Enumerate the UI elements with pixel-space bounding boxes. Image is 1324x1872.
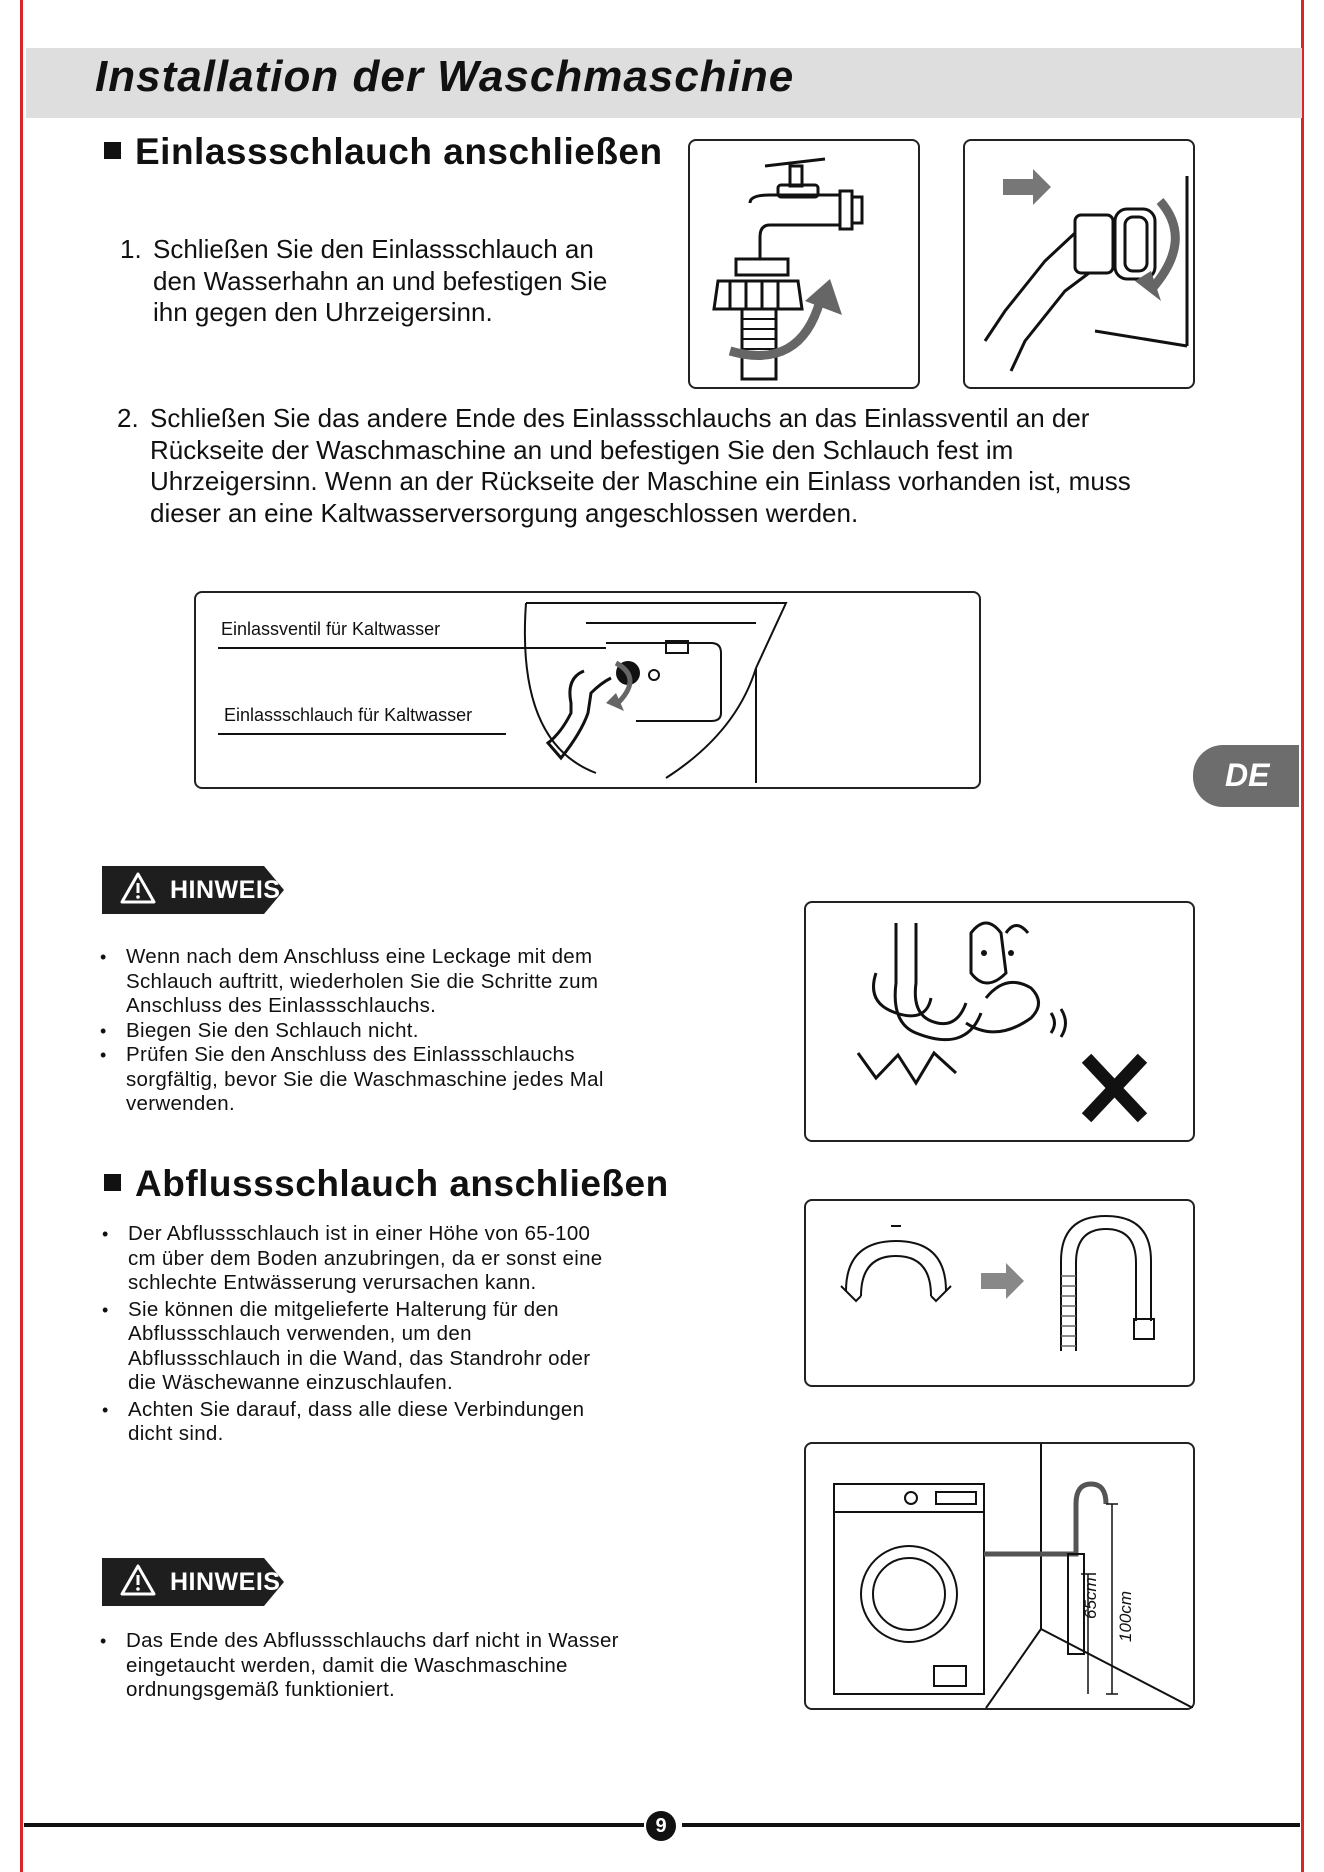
hinweis-label-2: HINWEIS xyxy=(170,1568,281,1596)
drain-item: • Sie können die mitgelieferte Halterung für den Abflussschlauch verwenden, um den Abflussschlauch in die Wand, das Standrohr oder die Wäschewanne einzuschlaufen. xyxy=(102,1298,617,1396)
hose-bracket-illustration xyxy=(804,1199,1195,1387)
step-1-text: Schließen Sie den Einlassschlauch an den Wasserhahn an und befestigen Sie ihn gegen den Uhrzeigersinn. xyxy=(153,234,608,327)
bracket-drawing xyxy=(806,1201,1193,1385)
heading-bullet-square xyxy=(104,142,121,159)
note-2-list xyxy=(100,1629,620,1703)
right-border-line xyxy=(1301,0,1304,1872)
page-number: 9 xyxy=(655,1815,667,1837)
drain-heading-text: Abflussschlauch anschließen xyxy=(135,1163,669,1204)
rear-machine-drawing xyxy=(196,593,979,787)
step-2 xyxy=(117,403,1137,529)
step-2-text: Schließen Sie das andere Ende des Einlassschlauchs an das Einlassventil an der Rückseite der Waschmaschine an und befestigen Sie den Schlauch fest im Uhrzeigersinn. Wenn an der Rückseite der Maschine ein Einlass vorhanden ist, muss dieser an eine Kaltwasserversorgung angeschlossen werden. xyxy=(150,403,1131,528)
bent-hose-drawing xyxy=(806,903,1193,1140)
callout-inlet-hose: Einlassschlauch für Kaltwasser xyxy=(224,705,473,725)
hinweis-label-1: HINWEIS xyxy=(170,876,281,904)
left-border-line xyxy=(20,0,23,1872)
heading-bullet-square xyxy=(104,1174,121,1191)
language-tab-label: DE xyxy=(1225,757,1270,793)
faucet-diagram xyxy=(690,141,918,387)
drain-section-heading xyxy=(104,1163,669,1205)
drain-item: • Der Abflussschlauch ist in einer Höhe von 65-100 cm über dem Boden anzubringen, da er sonst eine schlechte Entwässerung verursachen kann. xyxy=(102,1222,617,1296)
hinweis-badge-1 xyxy=(102,866,284,914)
note-1-item: • Wenn nach dem Anschluss eine Leckage mit dem Schlauch auftritt, wiederholen Sie die Schritte zum Anschluss des Einlassschlauchs. xyxy=(100,945,620,1019)
step-1 xyxy=(120,234,630,329)
rear-inlet-diagram xyxy=(194,591,981,789)
bent-hose-warning-illustration xyxy=(804,901,1195,1142)
height-label-65: 65cm xyxy=(1081,1577,1100,1619)
drain-height-illustration xyxy=(804,1442,1195,1710)
language-tab xyxy=(1193,745,1299,807)
faucet-connection-illustration xyxy=(688,139,920,389)
footer-line-left xyxy=(24,1823,644,1827)
inlet-heading-text: Einlassschlauch anschließen xyxy=(135,131,663,172)
height-label-100: 100cm xyxy=(1116,1590,1135,1642)
fitting-diagram xyxy=(965,141,1193,387)
drain-list xyxy=(102,1222,617,1447)
height-drawing xyxy=(806,1444,1193,1708)
page-title: Installation der Waschmaschine xyxy=(95,52,795,101)
hinweis-badge-2 xyxy=(102,1558,284,1606)
inlet-section-heading xyxy=(104,131,663,173)
page-number-badge xyxy=(646,1811,676,1841)
step-2-number: 2. xyxy=(117,403,139,433)
callout-inlet-valve: Einlassventil für Kaltwasser xyxy=(221,619,441,639)
footer-line-right xyxy=(682,1823,1300,1827)
note-1-list xyxy=(100,945,620,1117)
note-1-item: • Biegen Sie den Schlauch nicht. xyxy=(100,1019,620,1044)
note-1-item: • Prüfen Sie den Anschluss des Einlassschlauchs sorgfältig, bevor Sie die Waschmaschine jedes Mal verwenden. xyxy=(100,1043,620,1117)
step-1-number: 1. xyxy=(120,234,142,264)
note-2-item: • Das Ende des Abflussschlauchs darf nicht in Wasser eingetaucht werden, damit die Waschmaschine ordnungsgemäß funktioniert. xyxy=(100,1629,620,1703)
hose-fitting-illustration xyxy=(963,139,1195,389)
drain-item: • Achten Sie darauf, dass alle diese Verbindungen dicht sind. xyxy=(102,1398,617,1447)
